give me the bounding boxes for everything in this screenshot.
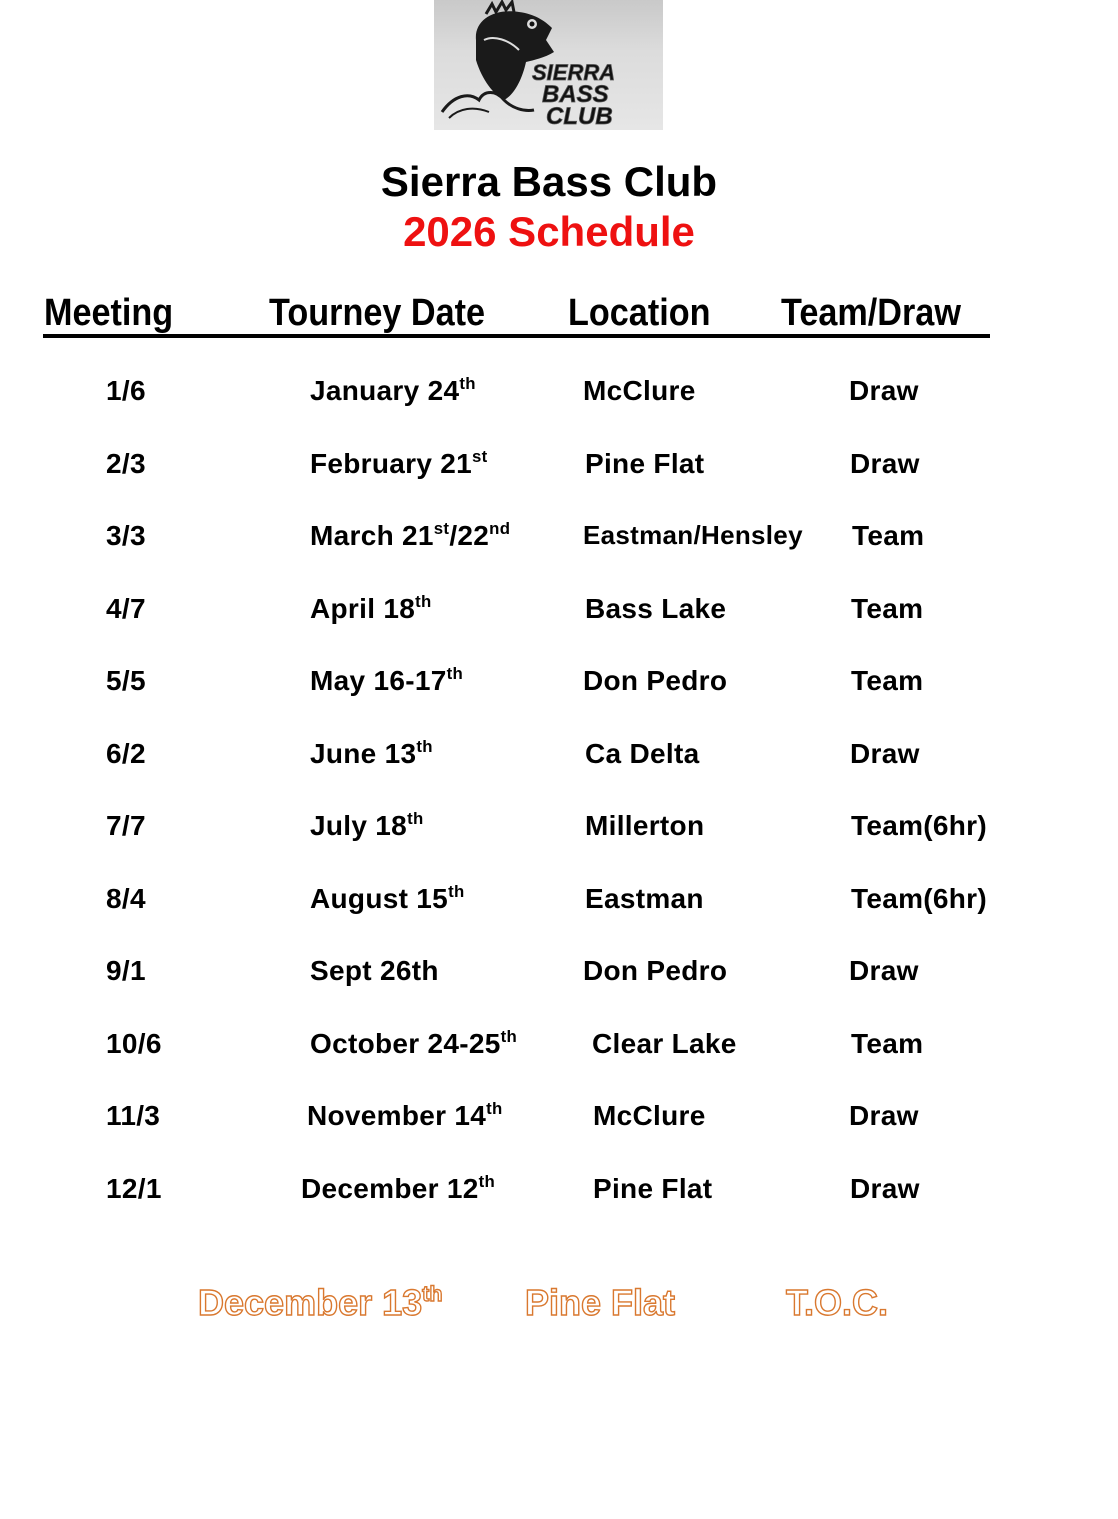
row-date-text: August 15	[310, 883, 449, 914]
row-date	[310, 955, 439, 987]
row-date-text: July 18	[310, 810, 408, 841]
logo-text-club: CLUB	[546, 103, 613, 130]
row-type: Team	[852, 520, 925, 551]
row-location: Bass Lake	[585, 593, 727, 624]
row-location: Don Pedro	[583, 955, 728, 986]
row-location: Eastman/Hensley	[583, 520, 803, 550]
row-location: Clear Lake	[592, 1028, 737, 1059]
header-meeting: Meeting	[44, 292, 174, 334]
row-date-text: May 16-17	[310, 665, 447, 696]
row-type: Draw	[850, 448, 920, 479]
row-type: Team	[851, 665, 924, 696]
row-date-text: December 12	[301, 1173, 479, 1204]
row-date-text: November 14	[307, 1100, 487, 1131]
row-location: McClure	[583, 375, 696, 406]
row-date-suffix-2: nd	[489, 519, 511, 539]
row-type: Draw	[849, 1100, 919, 1131]
row-location: Pine Flat	[585, 448, 705, 479]
row-meeting: 5/5	[106, 665, 146, 696]
row-date-suffix: th	[459, 374, 476, 394]
toc-date: December 13th	[198, 1280, 443, 1323]
row-date-suffix: st	[472, 447, 488, 467]
row-meeting: 7/7	[106, 810, 146, 841]
row-date-text: March 21	[310, 520, 434, 551]
row-date-text: Sept 26th	[310, 955, 439, 986]
row-date-text: January 24	[310, 375, 460, 406]
row-meeting: 1/6	[106, 375, 146, 406]
row-date	[310, 1028, 517, 1060]
row-date-text: June 13	[310, 738, 417, 769]
logo-text-bass: BASS	[542, 81, 609, 108]
row-type: Draw	[849, 375, 919, 406]
row-date	[310, 738, 433, 770]
row-location: Ca Delta	[585, 738, 700, 769]
header-underline	[43, 334, 990, 338]
logo-text-sierra: SIERRA	[532, 60, 616, 85]
row-meeting: 11/3	[106, 1100, 161, 1131]
row-date	[301, 1173, 495, 1205]
row-location: Millerton	[585, 810, 705, 841]
row-type: Team(6hr)	[851, 810, 987, 841]
row-date-suffix: th	[446, 664, 464, 684]
row-date-suffix: th	[407, 809, 424, 829]
bass-fish-icon	[434, 0, 663, 130]
row-date-tail: /22	[449, 520, 490, 551]
row-meeting: 2/3	[106, 448, 146, 479]
row-date-suffix: th	[486, 1099, 503, 1119]
row-date	[310, 665, 463, 697]
row-meeting: 8/4	[106, 883, 146, 914]
row-date-suffix: th	[500, 1027, 518, 1047]
row-type: Team	[851, 1028, 924, 1059]
row-meeting: 10/6	[106, 1028, 162, 1059]
row-type: Draw	[850, 738, 920, 769]
row-location: McClure	[593, 1100, 706, 1131]
row-meeting: 12/1	[106, 1173, 162, 1204]
row-location: Don Pedro	[583, 665, 728, 696]
row-date	[310, 883, 465, 915]
row-meeting: 3/3	[106, 520, 146, 551]
row-meeting: 6/2	[106, 738, 146, 769]
club-logo	[434, 0, 663, 130]
row-type: Draw	[849, 955, 919, 986]
row-date-suffix: th	[416, 737, 433, 757]
row-date	[307, 1100, 503, 1132]
row-meeting: 9/1	[106, 955, 146, 986]
header-tourney-date: Tourney Date	[269, 292, 486, 334]
row-date-text: October 24-25	[310, 1028, 501, 1059]
page-subtitle: 2026 Schedule	[403, 208, 695, 255]
row-date-text: February 21	[310, 448, 473, 479]
row-meeting: 4/7	[106, 593, 146, 624]
row-date-suffix: st	[433, 519, 450, 539]
row-type: Draw	[850, 1173, 920, 1204]
row-date-suffix: th	[478, 1172, 496, 1192]
header-location: Location	[568, 292, 711, 334]
page-title: Sierra Bass Club	[380, 158, 718, 205]
row-location: Pine Flat	[593, 1173, 713, 1204]
row-date	[310, 593, 432, 625]
row-date-text: April 18	[310, 593, 416, 624]
header-team-draw: Team/Draw	[781, 292, 961, 334]
row-date-suffix: th	[448, 882, 465, 902]
row-location: Eastman	[585, 883, 704, 914]
row-date	[310, 375, 476, 407]
row-date	[310, 448, 488, 480]
toc-label: T.O.C.	[786, 1282, 889, 1323]
row-type: Team	[851, 593, 924, 624]
row-type: Team(6hr)	[851, 883, 987, 914]
row-date-suffix: th	[415, 592, 432, 612]
toc-location: Pine Flat	[525, 1282, 676, 1323]
row-date	[310, 810, 424, 842]
row-date	[310, 520, 510, 552]
